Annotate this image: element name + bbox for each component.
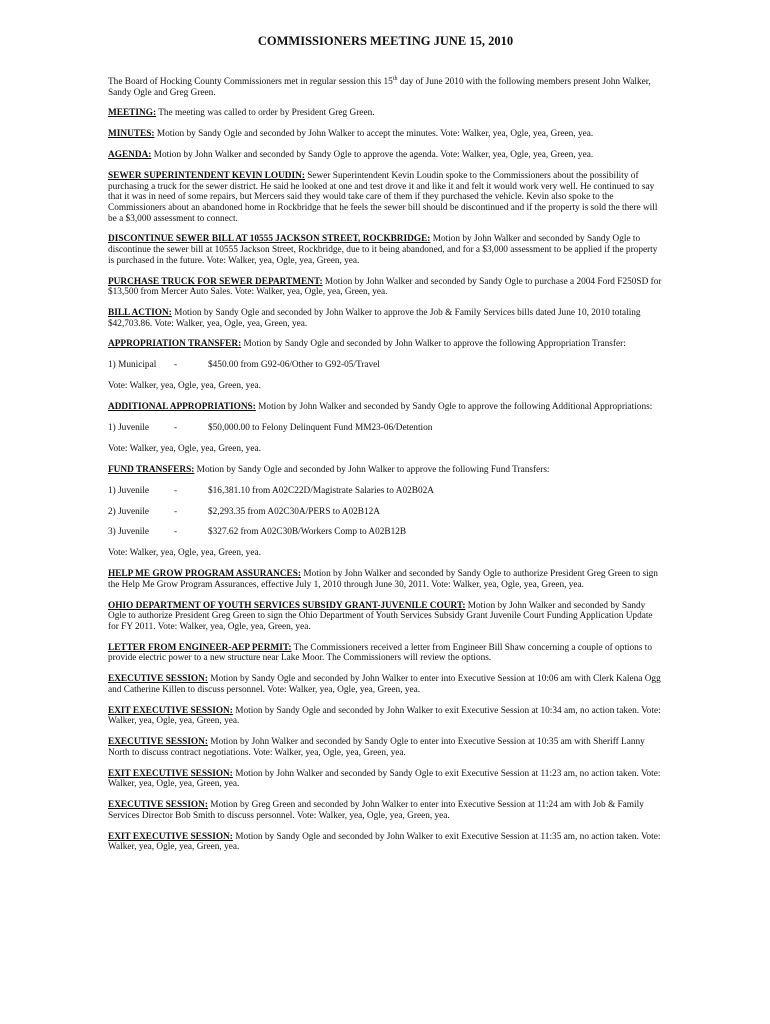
section-heading: OHIO DEPARTMENT OF YOUTH SERVICES SUBSIDY GRANT-JUVENILE COURT:	[108, 600, 466, 611]
section-heading: APPROPRIATION TRANSFER:	[108, 339, 242, 350]
section-discontinue-sewer-bill	[108, 234, 663, 266]
vote-line: Vote: Walker, yea, Ogle, yea, Green, yea.	[108, 443, 261, 454]
section-body: Motion by John Walker and seconded by Sandy Ogle to authorize President Greg Green to sign the Help Me Grow Program Assurances, effective July 1, 2010 through June 30, 2011. Vote: Walker, yea, Ogle, yea, Green, yea.	[108, 569, 658, 590]
intro-paragraph	[108, 77, 663, 98]
section-body: Motion by Sandy Ogle and seconded by John Walker to approve the following Fund Transfers:	[194, 464, 550, 475]
row-text: $16,381.10 from A02C22D/Magistrate Salaries to A02B02A	[208, 485, 434, 496]
section-body: Motion by John Walker and seconded by Sandy Ogle to approve the agenda. Vote: Walker, yea, Ogle, yea, Green, yea.	[151, 150, 594, 161]
section-heading: HELP ME GROW PROGRAM ASSURANCES:	[108, 569, 302, 580]
row-number: 1) Municipal	[108, 360, 157, 371]
section-heading: LETTER FROM ENGINEER-AEP PERMIT:	[108, 642, 292, 653]
section-bill-action	[108, 308, 663, 329]
section-heading: SEWER SUPERINTENDENT KEVIN LOUDIN:	[108, 171, 305, 182]
section-agenda	[108, 150, 663, 161]
row-text: $2,293.35 from A02C30A/PERS to A02B12A	[208, 506, 381, 517]
section-exit-executive-session	[108, 832, 663, 853]
section-appropriation-transfer	[108, 339, 663, 350]
document-page	[108, 30, 663, 863]
section-body: Motion by Sandy Ogle and seconded by John Walker to approve the Job & Family Services bills dated June 10, 2010 totaling $42,703.86. Vote: Walker, yea, Ogle, yea, Green, yea.	[108, 307, 641, 329]
section-youth-services-grant	[108, 601, 663, 633]
section-heading: ADDITIONAL APPROPRIATIONS:	[108, 402, 256, 413]
section-body: Motion by John Walker and seconded by Sandy Ogle to exit Executive Session at 11:23 am, no action taken. Vote: Walker, yea, Ogle, yea, Green, yea.	[108, 768, 661, 790]
section-heading: PURCHASE TRUCK FOR SEWER DEPARTMENT:	[108, 276, 323, 287]
section-body: The meeting was called to order by President Greg Green.	[156, 108, 375, 119]
section-body: Motion by John Walker and seconded by Sandy Ogle to enter into Executive Session at 10:35 am with Sheriff Lanny North to discuss contract negotiations. Vote: Walker, yea, Ogle, yea, Green, yea.	[108, 737, 645, 758]
intro-text-cont: day of June 2010 with the following members present John Walker, Sandy Ogle and Greg Green.	[108, 77, 651, 98]
section-body: Motion by John Walker and seconded by Sandy Ogle to discontinue the sewer bill at 10555 Jackson Street, Rockbridge, due to it being abandoned, and for a $3,000 assessment to be applied if the property is purchased in the future. Vote: Walker, yea, Ogle, yea, Green, yea.	[108, 234, 658, 266]
vote-line: Vote: Walker, yea, Ogle, yea, Green, yea.	[108, 381, 261, 392]
appropriation-row	[108, 423, 663, 434]
section-body: Motion by John Walker and seconded by Sandy Ogle to purchase a 2004 Ford F250SD for $13,500 from Mercer Auto Sales. Vote: Walker, yea, Ogle, yea, Green, yea.	[108, 276, 662, 298]
section-body: The Commissioners received a letter from Engineer Bill Shaw concerning a couple of options to provide electric power to a new structure near Lake Moor. The Commissioners will review the options.	[108, 642, 652, 664]
section-heading: MEETING:	[108, 108, 157, 119]
section-heading: AGENDA:	[108, 150, 152, 161]
section-heading: MINUTES:	[108, 129, 155, 140]
row-text: $450.00 from G92-06/Other to G92-05/Travel	[208, 360, 380, 371]
section-heading: EXIT EXECUTIVE SESSION:	[108, 831, 233, 842]
row-number: 3) Juvenile	[108, 527, 150, 538]
fund-transfer-row	[108, 527, 663, 538]
transfer-row	[108, 360, 663, 371]
row-dash: -	[174, 485, 178, 496]
section-body: Motion by Greg Green and seconded by John Walker to enter into Executive Session at 11:24 am with Job & Family Services Director Bob Smith to discuss personnel. Vote: Walker, yea, Ogle, yea, Green, yea.	[108, 800, 644, 821]
section-help-me-grow	[108, 569, 663, 590]
row-dash: -	[174, 360, 178, 371]
row-text: $327.62 from A02C30B/Workers Comp to A02B12B	[208, 527, 407, 538]
section-body: Motion by Sandy Ogle and seconded by John Walker to accept the minutes. Vote: Walker, yea, Ogle, yea, Green, yea.	[154, 129, 594, 140]
section-minutes	[108, 129, 663, 140]
section-exit-executive-session	[108, 706, 663, 727]
row-number: 1) Juvenile	[108, 485, 150, 496]
section-heading: EXIT EXECUTIVE SESSION:	[108, 705, 233, 716]
section-engineer-letter	[108, 643, 663, 664]
section-additional-appropriations	[108, 402, 663, 413]
section-executive-session	[108, 674, 663, 695]
section-body: Motion by John Walker and seconded by Sandy Ogle to authorize President Greg Green to sign the Ohio Department of Youth Services Subsidy Grant Juvenile Court Funding Application Update for FY 2011. Vote: Walker, yea, Ogle, yea, Green, yea.	[108, 600, 653, 632]
vote-line: Vote: Walker, yea, Ogle, yea, Green, yea.	[108, 548, 261, 559]
intro-superscript: th	[392, 75, 398, 82]
row-text: $50,000.00 to Felony Delinquent Fund MM23-06/Detention	[208, 423, 433, 434]
section-body: Motion by John Walker and seconded by Sandy Ogle to approve the following Additional Appropriations:	[255, 402, 653, 413]
section-heading: EXECUTIVE SESSION:	[108, 737, 208, 748]
section-body: Motion by Sandy Ogle and seconded by John Walker to enter into Executive Session at 10:06 am with Clerk Kalena Ogg and Catherine Killen to discuss personnel. Vote: Walker, yea, Ogle, yea, Green, yea.	[108, 674, 661, 695]
row-dash: -	[174, 527, 178, 538]
row-number: 2) Juvenile	[108, 506, 150, 517]
fund-transfer-row	[108, 507, 663, 518]
row-dash: -	[174, 506, 178, 517]
page-title: COMMISSIONERS MEETING JUNE 15, 2010	[257, 34, 514, 48]
intro-text: The Board of Hocking County Commissioners met in regular session this 15	[108, 77, 393, 87]
section-body: Sewer Superintendent Kevin Loudin spoke to the Commissioners about the possibility of purchasing a truck for the sewer district. He said he looked at one and test drove it and like it and felt it would work very well. He continued to say that it was in need of some repairs, but Mercers said they would take care of them if they purchased the vehicle. Kevin also spoke to the Commissioners about an abandoned home in Rockbridge that he feels the sewer bill should be discontinued and if the property is sold the there will be a $3,000 assessment to connect.	[108, 171, 658, 224]
section-executive-session	[108, 737, 663, 758]
fund-transfer-row	[108, 486, 663, 497]
section-body: Motion by Sandy Ogle and seconded by John Walker to approve the following Appropriation Transfer:	[241, 339, 626, 350]
section-meeting	[108, 108, 663, 119]
section-heading: EXIT EXECUTIVE SESSION:	[108, 768, 233, 779]
section-heading: FUND TRANSFERS:	[108, 464, 195, 475]
row-dash: -	[174, 423, 178, 434]
section-sewer-superintendent	[108, 171, 663, 224]
section-body: Motion by Sandy Ogle and seconded by John Walker to exit Executive Session at 10:34 am, no action taken. Vote: Walker, yea, Ogle, yea, Green, yea.	[108, 705, 661, 727]
section-executive-session	[108, 800, 663, 821]
section-heading: EXECUTIVE SESSION:	[108, 674, 208, 685]
section-purchase-truck	[108, 277, 663, 298]
section-fund-transfers	[108, 465, 663, 476]
section-exit-executive-session	[108, 769, 663, 790]
section-heading: BILL ACTION:	[108, 307, 172, 318]
section-heading: EXECUTIVE SESSION:	[108, 800, 208, 811]
section-heading: DISCONTINUE SEWER BILL AT 10555 JACKSON STREET, ROCKBRIDGE:	[108, 234, 431, 245]
row-number: 1) Juvenile	[108, 423, 150, 434]
section-body: Motion by Sandy Ogle and seconded by John Walker to exit Executive Session at 11:35 am, no action taken. Vote: Walker, yea, Ogle, yea, Green, yea.	[108, 831, 661, 853]
